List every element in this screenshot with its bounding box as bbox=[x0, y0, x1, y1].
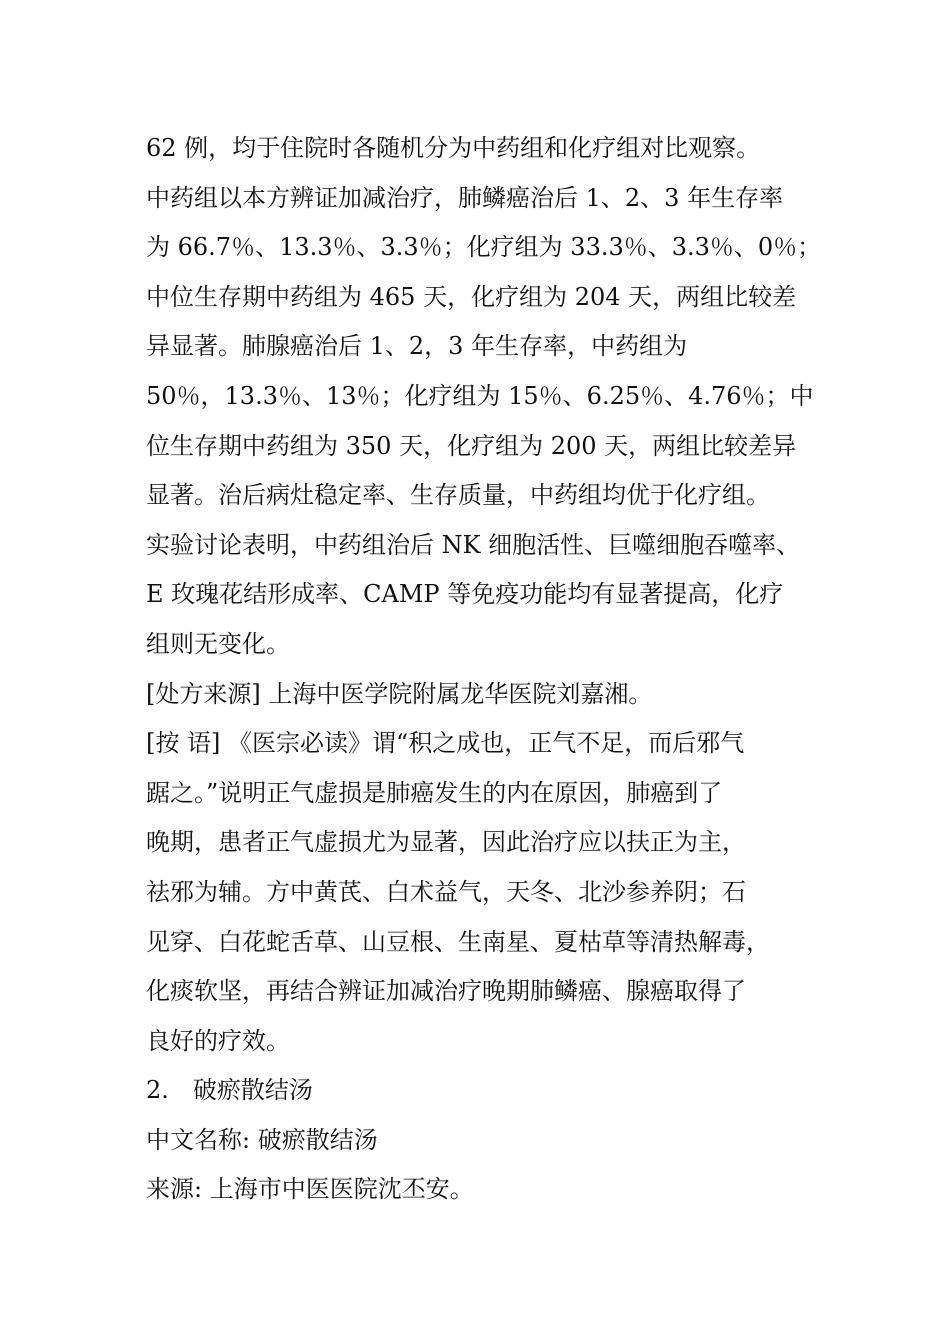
section-heading: 2. 破瘀散结汤 bbox=[146, 1076, 313, 1105]
text-line: 位生存期中药组为 350 天，化疗组为 200 天，两组比较差异 bbox=[146, 431, 797, 460]
text-line: 踞之。”说明正气虚损是肺癌发生的内在原因，肺癌到了 bbox=[146, 778, 723, 807]
text-line: 中药组以本方辨证加减治疗，肺鳞癌治后 1、2、3 年生存率 bbox=[146, 183, 784, 212]
chinese-name-line: 中文名称: 破瘀散结汤 bbox=[146, 1125, 378, 1154]
commentary-line: [按 语] 《医宗必读》谓“积之成也，正气不足，而后邪气 bbox=[146, 729, 745, 758]
text-line: 中位生存期中药组为 465 天，化疗组为 204 天，两组比较差 bbox=[146, 282, 797, 311]
prescription-source-line: [处方来源] 上海中医学院附属龙华医院刘嘉湘。 bbox=[146, 679, 653, 708]
text-line: 见穿、白花蛇舌草、山豆根、生南星、夏枯草等清热解毒， bbox=[146, 927, 770, 956]
text-line: 良好的疗效。 bbox=[146, 1026, 290, 1055]
text-line: 组则无变化。 bbox=[146, 629, 290, 658]
text-line: 显著。治后病灶稳定率、生存质量，中药组均优于化疗组。 bbox=[146, 481, 770, 510]
document-body bbox=[146, 124, 836, 1215]
text-line: 祛邪为辅。方中黄芪、白术益气，天冬、北沙参养阴；石 bbox=[146, 877, 746, 906]
text-line: 62 例，均于住院时各随机分为中药组和化疗组对比观察。 bbox=[146, 134, 761, 162]
source-line: 来源: 上海市中医医院沈丕安。 bbox=[146, 1175, 474, 1204]
text-line: 为 66.7％、13.3％、3.3％；化疗组为 33.3％、3.3％、0％； bbox=[146, 233, 822, 262]
text-line: 异显著。肺腺癌治后 1、2，3 年生存率，中药组为 bbox=[146, 332, 688, 361]
text-line: 50％，13.3％、13％；化疗组为 15％、6.25％、4.76％；中 bbox=[146, 381, 814, 410]
text-line: 实验讨论表明，中药组治后 NK 细胞活性、巨噬细胞吞噬率、 bbox=[146, 530, 801, 559]
text-line: 化痰软坚，再结合辨证加减治疗晚期肺鳞癌、腺癌取得了 bbox=[146, 977, 746, 1006]
text-line: 晚期，患者正气虚损尤为显著，因此治疗应以扶正为主， bbox=[146, 828, 746, 857]
text-line: E 玫瑰花结形成率、CAMP 等免疫功能均有显著提高，化疗 bbox=[146, 580, 784, 609]
